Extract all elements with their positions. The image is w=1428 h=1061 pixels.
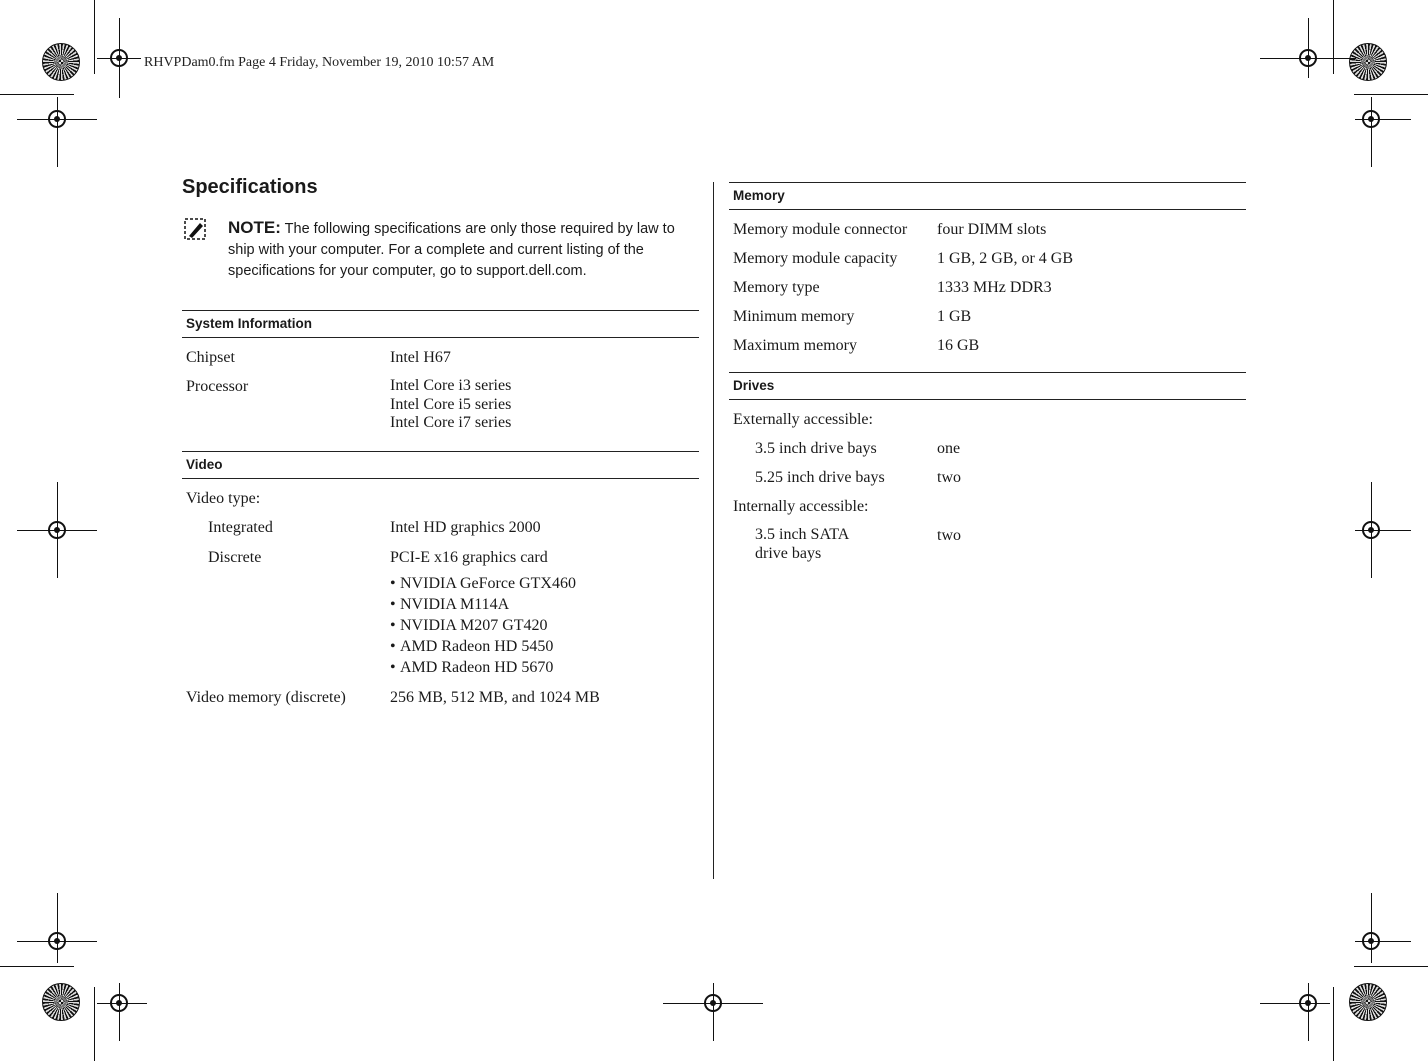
section-header: Memory [729,182,1246,210]
spec-value: Intel HD graphics 2000 [390,519,541,536]
spec-row [729,307,1246,326]
starburst-mark [1349,983,1387,1021]
note-end: . [582,263,587,279]
spec-row [729,249,1246,268]
sata-label-line: 3.5 inch SATA [755,526,850,543]
crop-mark [94,987,95,1061]
note-text: The following specifications are only those required by law to ship with your computer. For a complete and current listing of the specifications for your computer, go to [228,221,675,279]
spec-row [182,489,699,508]
spec-label: Externally accessible: [733,411,873,428]
spec-value: one [937,440,961,457]
processor-item: Intel Core i5 series [390,395,512,413]
spec-label: Integrated [208,519,273,536]
spec-label: 5.25 inch drive bays [755,469,885,486]
spec-label: Chipset [186,349,235,366]
memory-table [729,182,1246,355]
spec-value [390,548,576,678]
crop-mark [1354,94,1428,95]
system-information-table [182,310,699,433]
list-item: • NVIDIA M114A [390,594,576,615]
spec-value: 1 GB, 2 GB, or 4 GB [937,250,1074,267]
spec-label: Memory module connector [733,221,908,238]
section-header: Drives [729,372,1246,400]
note-pencil-icon [184,218,206,240]
spec-row [182,548,699,678]
spec-row [729,439,1246,458]
spec-label: Maximum memory [733,337,857,354]
spec-row [729,220,1246,239]
spec-row [729,410,1246,429]
spec-label: Video memory (discrete) [186,689,346,706]
spec-label: Memory type [733,279,820,296]
spec-row [729,497,1246,516]
spec-label: 3.5 inch drive bays [755,440,877,457]
spec-label [729,526,937,563]
spec-value: two [937,527,961,544]
sata-label-line: drive bays [755,544,822,562]
section-header: Video [182,451,699,479]
note-block [228,217,698,282]
spec-label: Video type: [186,490,261,507]
spec-value: 16 GB [937,337,980,354]
starburst-mark [1349,43,1387,81]
spec-row [729,278,1246,297]
list-item: • NVIDIA GeForce GTX460 [390,573,576,594]
list-item: • AMD Radeon HD 5450 [390,636,576,657]
crop-mark [1333,987,1334,1061]
starburst-mark [42,43,80,81]
spec-value: Intel H67 [390,349,451,366]
spec-value [390,377,511,433]
spec-row [182,348,699,367]
spec-value: 1 GB [937,308,972,325]
spec-label: Processor [186,378,249,395]
spec-row [729,468,1246,487]
processor-item: Intel Core i3 series [390,377,512,394]
spec-value: two [937,469,961,486]
spec-row [729,336,1246,355]
spec-label: Minimum memory [733,308,855,325]
spec-value: four DIMM slots [937,221,1047,238]
graphics-card-list [390,573,576,678]
processor-item: Intel Core i7 series [390,414,512,431]
print-slug: RHVPDam0.fm Page 4 Friday, November 19, 2010 10:57 AM [144,55,495,70]
page-title: Specifications [182,176,318,198]
starburst-mark [42,983,80,1021]
section-header: System Information [182,310,699,338]
spec-row [182,688,699,707]
spec-label: Discrete [208,549,262,566]
spec-value: 1333 MHz DDR3 [937,279,1052,296]
list-item: • AMD Radeon HD 5670 [390,657,576,678]
spec-row [182,377,699,433]
video-table [182,451,699,707]
crop-mark [94,0,95,74]
crop-mark [0,94,74,95]
spec-label: Internally accessible: [733,498,869,515]
crop-mark [1354,966,1428,967]
drives-table [729,372,1246,563]
list-item: • NVIDIA M207 GT420 [390,615,576,636]
column-divider [713,182,714,879]
note-label: NOTE: [228,218,281,237]
spec-label: Memory module capacity [733,250,898,267]
spec-row [182,518,699,537]
spec-value: 256 MB, 512 MB, and 1024 MB [390,689,600,706]
discrete-value: PCI-E x16 graphics card [390,549,548,566]
support-link[interactable]: support.dell.com [476,263,583,279]
crop-mark [0,966,74,967]
spec-row [729,526,1246,563]
crop-mark [1333,0,1334,74]
